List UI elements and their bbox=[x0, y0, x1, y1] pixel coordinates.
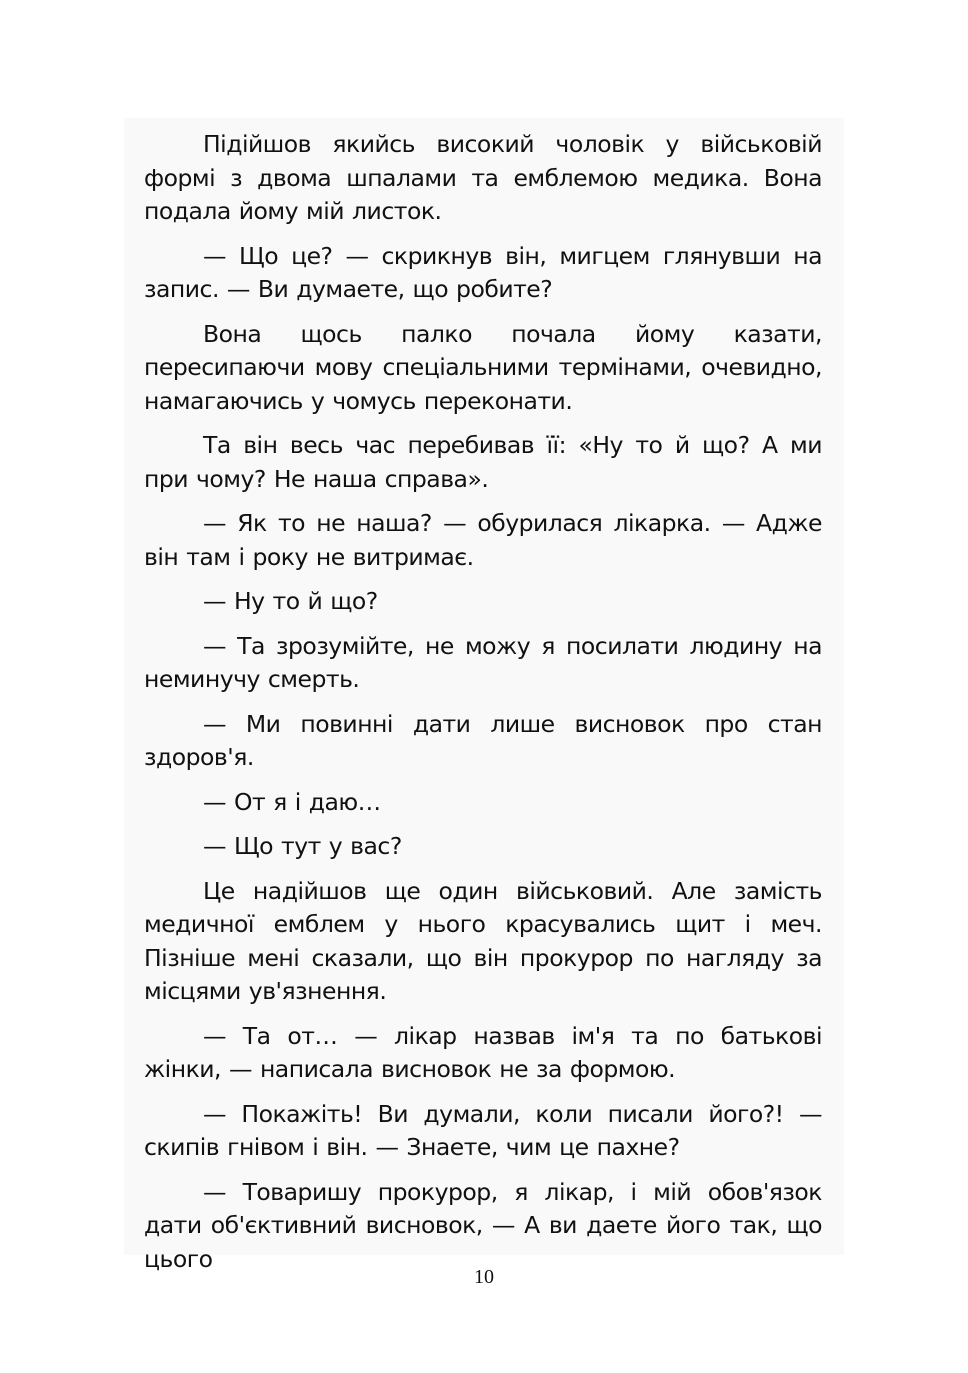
paragraph: — Та от… — лікар назвав ім'я та по батькові жінки, — написала висновок не за формою. bbox=[144, 1021, 822, 1083]
paragraph: Та він весь час перебивав її: «Ну то й що? А ми при чому? Не наша справа». bbox=[144, 431, 822, 493]
paragraph: — От я і даю… bbox=[203, 787, 381, 816]
paragraph: — Товаришу прокурор, я лікар, і мій обов'язок дати об'єктивний висновок, — А ви даете його так, що цього bbox=[144, 1177, 822, 1273]
paragraph: — Покажіть! Ви думали, коли писали його?! — скипів гнівом і він. — Знаете, чим це пахне? bbox=[144, 1099, 822, 1161]
paragraph: Це надійшов ще один військовий. Але замість медичної емблем у нього красувались щит і меч. Пізніше мені сказали, що він прокурор по нагляду за місцями ув'язнення. bbox=[144, 876, 822, 1005]
paragraph: — Що тут у вас? bbox=[203, 832, 402, 860]
paragraph: — Та зрозумійте, не можу я посилати людину на неминучу смерть. bbox=[144, 631, 822, 693]
paragraph: Підійшов якийсь високий чоловік у військовій формі з двома шпалами та емблемою медика. Вона подала йому мій листок. bbox=[144, 130, 822, 225]
paragraph: Вона щось палко почала йому казати, пересипаючи мову спеціальними термінами, очевидно, намагаючись у чомусь переконати. bbox=[144, 319, 822, 415]
paragraph: — Ну то й що? bbox=[203, 587, 378, 615]
page-number: 10 bbox=[474, 1266, 494, 1288]
text-block bbox=[124, 118, 844, 1273]
paragraph: — Ми повинні дати лише висновок про стан здоров'я. bbox=[144, 709, 822, 771]
paragraph: — Що це? — скрикнув він, мигцем глянувши на запис. — Ви думаете, що робите? bbox=[144, 241, 822, 303]
paragraph: — Як то не наша? — обурилася лікарка. — Адже він там і року не витримає. bbox=[144, 509, 822, 571]
